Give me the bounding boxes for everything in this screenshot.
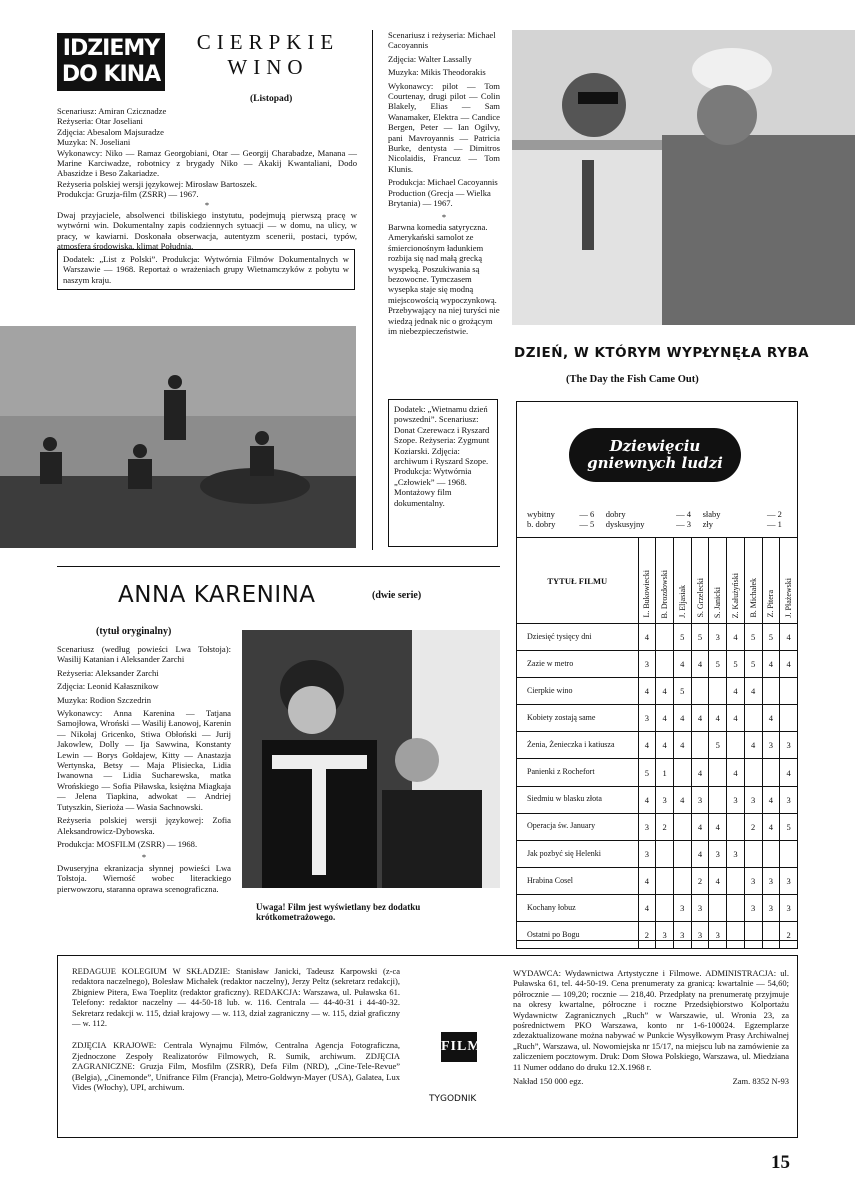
film-title-cell: Jak pozbyć się Helenki: [517, 840, 639, 867]
score-cell: 3: [709, 624, 727, 651]
score-cell: 4: [673, 651, 691, 678]
editorial-board: REDAGUJE KOLEGIUM W SKŁADZIE: Stanisław Janicki, Tadeusz Karpowski (z-ca redaktora naczelnego), Bolesław Michałek (redaktor naczelny), Jerzy Peltz (sekretarz redakcji), Zbigniew Pitera, Ewa Toeplitz (redaktor graficzny). REDAKCJA: Warszawa, ul. Puławska 61. Telefony: redaktor naczelny — 44-50-18 lub. w. 116. Centrala — 44-40-31 i 44-40-32. Sekretarz redakcji w. 115, dział krajowy — w. 113, dział zagraniczny — w. 115, dział graficzny — w. 112.: [72, 966, 400, 1029]
film-logo: FILM: [441, 1032, 477, 1062]
score-cell: 4: [638, 894, 656, 921]
credit-line: Zdjęcia: Walter Lassally: [388, 53, 472, 64]
score-cell: 4: [762, 705, 780, 732]
score-cell: 3: [638, 651, 656, 678]
score-cell: [744, 759, 762, 786]
score-cell: 4: [656, 705, 674, 732]
score-cell: [709, 894, 727, 921]
legend-label: dyskusyjny: [605, 518, 645, 529]
logo-line2: DO KINA: [61, 62, 161, 87]
fish-photo: [512, 30, 855, 325]
critic-header: B. Drozdowski: [656, 538, 674, 624]
score-cell: 4: [762, 651, 780, 678]
score-cell: 5: [709, 651, 727, 678]
score-cell: 4: [780, 651, 798, 678]
score-cell: 3: [762, 732, 780, 759]
score-cell: [709, 678, 727, 705]
publisher-text: WYDAWCA: Wydawnictwa Artystyczne i Filmowe. ADMINISTRACJA: ul. Puławska 61, tel. 44-50-19. Cena prenumeraty za granicą: kwartalnie — 54,60; półrocznie — 109,20; rocznie — 218,40. Przedpłaty na prenumeratę przyjmuje na okresy kwartalne, półroczne i roczne Przedsiębiorstwo Kolportażu Wydawnictw Zagranicznych „Ruch” w Warszawie, ul. Wronia 23, za pośrednictwem PKO Warszawa, konto nr 1-6-100024. Egzemplarze zdezaktualizowane można nabywać w Punkcie Wysyłkowym Prasy Archiwalnej „Ruch”, Warszawa, ul. Nowomiejska nr 15/17, na miejscu lub na zamówienie za zaliczeniem pocztowym. Druk: Dom Słowa Polskiego, Warszawa, ul. Miedziana 11 Numer oddano do druku 12.X.1968 r.: [513, 968, 789, 1072]
banner-line1: Dziewięciu: [609, 437, 701, 455]
score-cell: 4: [762, 786, 780, 813]
credit-line: Produkcja: MOSFILM (ZSRR) — 1968.: [57, 838, 198, 849]
score-cell: [727, 813, 745, 840]
ratings-row: [517, 894, 798, 921]
score-cell: 4: [673, 705, 691, 732]
score-cell: 4: [780, 759, 798, 786]
score-cell: 3: [638, 813, 656, 840]
cierpkie-addition-box: [57, 249, 355, 290]
cierpkie-description: Dwaj przyjaciele, absolwenci tbiliskiego instytutu, podejmują pierwszą pracę w wytwórni win. Dokumentalny zapis codziennych sytuacji — w domu, na ulicy, w pracy, w kawiarni. Doskonała obserwacja, autentyzm scenerii, postaci, typów, atmosfera środowiska, klimat Południa.: [57, 210, 357, 252]
score-cell: 5: [691, 624, 709, 651]
score-cell: 4: [691, 813, 709, 840]
score-cell: [762, 759, 780, 786]
score-cell: 3: [744, 786, 762, 813]
legend-value: — 2: [766, 509, 782, 519]
cierpkie-original-title: (Listopad): [250, 94, 293, 104]
score-cell: 3: [744, 867, 762, 894]
separator-star: *: [441, 211, 447, 222]
score-cell: [727, 732, 745, 759]
score-cell: [709, 759, 727, 786]
critic-header: Z. Pitera: [762, 538, 780, 624]
film-title-cell: Żenia, Żenieczka i katiusza: [517, 732, 639, 759]
score-cell: 3: [727, 786, 745, 813]
ratings-body: [517, 624, 798, 949]
score-cell: 4: [673, 786, 691, 813]
anna-description: Dwuseryjna ekranizacja słynnej powieści Lwa Tołstoja. Wierność wobec literackiego pierwowzoru, staranna oprawa scenograficzna.: [57, 862, 231, 894]
critic-header: S. Janicki: [709, 538, 727, 624]
credit-line: Wykonawcy: Niko — Ramaz Georgobiani, Otar — Georgij Charabadze, Manana — Marine Karciwadze, robotnicy z brygady Niko — Akakij Kwantaliani, Dodo Abaszidze i Beso Zakariadze.: [57, 147, 357, 179]
score-cell: 4: [727, 624, 745, 651]
score-cell: 3: [709, 840, 727, 867]
anna-photo-image: [242, 630, 500, 888]
credit-line: Zdjęcia: Abesalom Majsuradze: [57, 126, 164, 137]
score-cell: 4: [709, 705, 727, 732]
score-cell: 3: [744, 894, 762, 921]
ratings-row: [517, 732, 798, 759]
film-title-cell: Panienki z Rochefort: [517, 759, 639, 786]
credit-line: Zdjęcia: Leonid Kałasznikow: [57, 681, 159, 692]
legend-value: — 5: [579, 518, 595, 529]
score-cell: 3: [780, 894, 798, 921]
credit-line: Muzyka: Rodion Szczedrin: [57, 694, 152, 705]
cierpkie-credits: [57, 106, 357, 255]
critic-header: J. Eljasiak: [673, 538, 691, 624]
section-divider: [57, 566, 500, 567]
score-cell: [656, 651, 674, 678]
score-cell: 4: [709, 813, 727, 840]
score-cell: 3: [691, 786, 709, 813]
separator-star: *: [141, 852, 147, 863]
score-cell: 4: [691, 840, 709, 867]
critic-header: S. Grzelecki: [691, 538, 709, 624]
logo-line1: IDZIEMY: [62, 36, 160, 61]
anna-note: Uwaga! Film jest wyświetlany bez dodatku krótkometrażowego.: [256, 902, 421, 923]
ratings-row: [517, 867, 798, 894]
score-cell: 4: [638, 786, 656, 813]
score-cell: 4: [691, 759, 709, 786]
score-cell: [673, 759, 691, 786]
score-cell: [727, 894, 745, 921]
score-cell: 4: [727, 759, 745, 786]
anna-parts: (dwie serie): [372, 590, 422, 601]
title-line1: CIERPKIE: [196, 30, 340, 54]
page-number: 15: [771, 1152, 790, 1173]
score-cell: [709, 786, 727, 813]
score-cell: [656, 894, 674, 921]
credit-line: Reżyseria: Otar Joseliani: [57, 116, 143, 127]
credit-line: Reżyseria: Aleksander Zarchi: [57, 667, 159, 678]
ratings-row: [517, 678, 798, 705]
score-cell: 5: [709, 732, 727, 759]
score-cell: 2: [744, 813, 762, 840]
film-title-cell: Kochany łobuz: [517, 894, 639, 921]
score-cell: 3: [762, 894, 780, 921]
score-cell: 5: [673, 678, 691, 705]
fish-original-title: (The Day the Fish Came Out): [566, 374, 699, 385]
title-line2: WINO: [227, 55, 309, 79]
score-cell: 2: [656, 813, 674, 840]
legend-value: — 1: [766, 518, 782, 529]
critic-header: Z. Kałużyński: [727, 538, 745, 624]
score-cell: 4: [656, 732, 674, 759]
score-cell: [656, 840, 674, 867]
score-cell: 5: [744, 651, 762, 678]
film-title-cell: Cierpkie wino: [517, 678, 639, 705]
score-cell: 5: [762, 624, 780, 651]
score-cell: 3: [673, 922, 691, 949]
score-cell: [762, 922, 780, 949]
ratings-row: [517, 759, 798, 786]
anna-original-title: (tytuł oryginalny): [96, 626, 172, 637]
legend-label: wybitny: [527, 509, 555, 519]
score-cell: 2: [638, 922, 656, 949]
fish-photo-image: [512, 30, 855, 325]
editorial-info: [72, 966, 400, 1095]
score-cell: 5: [638, 759, 656, 786]
score-cell: [744, 705, 762, 732]
rowboat-photo-image: [0, 326, 356, 548]
credit-line: Reżyseria polskiej wersji językowej: Zofia Aleksandrowicz-Dybowska.: [57, 815, 231, 836]
ratings-row: [517, 651, 798, 678]
score-cell: [744, 840, 762, 867]
banner-line2: gniewnych ludzi: [587, 454, 723, 472]
score-cell: 4: [638, 867, 656, 894]
film-title-cell: Ostatni po Bogu: [517, 922, 639, 949]
ratings-row: [517, 813, 798, 840]
fish-addition: Dodatek: „Wietnamu dzień powszedni”. Scenariusz: Donat Czerewacz i Ryszard Szope. Reżyseria: Zygmunt Koziarski. Zdjęcia: archiwum i Ryszard Szope. Produkcja: Wytwórnia „Człowiek” — 1968. Montażowy film dokumentalny.: [394, 404, 490, 508]
credit-line: Muzyka: N. Joseliani: [57, 137, 131, 148]
photo-credits: ZDJĘCIA KRAJOWE: Centrala Wynajmu Filmów, Centralna Agencja Fotograficzna, Zjednoczone Zespoły Realizatorów Filmowych, R. Sumik, archiwum. ZDJĘCIA ZAGRANICZNE: Gruzja Film, Mosfilm (ZSRR), Defa Film (NRD), „Cine-Tele-Revue” (Belgia), „Cinemonde”, Unifrance Film (Francja), Metro-Goldwyn-Mayer (USA), Galatea, Lux Vides (Włochy), UPI, archiwum.: [72, 1040, 400, 1093]
legend-label: dobry: [605, 509, 626, 519]
separator-star: *: [204, 199, 210, 210]
critic-header: L. Bukowiecki: [638, 538, 656, 624]
cierpkie-addition: Dodatek: „List z Polski”. Produkcja: Wytwórnia Filmów Dokumentalnych w Warszawie — 1968. Reportaż o wrażeniach grupy Wietnamczyków z pobytu w naszym kraju.: [63, 254, 349, 285]
anna-credits: [57, 644, 231, 897]
film-title-cell: Hrabina Cosel: [517, 867, 639, 894]
legend-value: — 3: [676, 518, 692, 529]
score-cell: 2: [780, 922, 798, 949]
credit-line: Scenariusz i reżyseria: Michael Cacoyannis: [388, 30, 496, 51]
fish-credits: [388, 30, 500, 339]
score-cell: 4: [780, 624, 798, 651]
score-cell: 5: [744, 624, 762, 651]
rating-legend: [527, 510, 789, 529]
score-cell: [673, 840, 691, 867]
film-title-cell: Operacja św. January: [517, 813, 639, 840]
credit-line: Wykonawcy: pilot — Tom Courtenay, drugi pilot — Colin Blakely, Elias — Sam Wanamaker, Elektra — Candice Bergen, Peter — Ian Ogilvy, pani Mavroyannis — Patricia Burke, dentysta — Dimitros Nicolaidis, Francuz — Tom Klunis.: [388, 80, 500, 174]
score-cell: 3: [727, 840, 745, 867]
score-cell: 3: [638, 705, 656, 732]
score-cell: 3: [762, 867, 780, 894]
legend-label: zły: [702, 518, 713, 529]
score-cell: 5: [673, 624, 691, 651]
idziemy-do-kina-logo: [57, 33, 165, 91]
score-cell: [780, 840, 798, 867]
score-cell: 3: [780, 732, 798, 759]
score-cell: 4: [727, 705, 745, 732]
nine-angry-men-banner: [569, 428, 741, 482]
ratings-row: [517, 624, 798, 651]
masthead-box: [57, 955, 798, 1138]
credit-line: Muzyka: Mikis Theodorakis: [388, 67, 486, 78]
column-divider: [372, 30, 373, 550]
score-cell: [691, 678, 709, 705]
score-cell: [673, 867, 691, 894]
score-cell: [762, 840, 780, 867]
legend-label: słaby: [702, 509, 721, 519]
score-cell: 3: [780, 867, 798, 894]
film-title-cell: Kobiety zostają same: [517, 705, 639, 732]
critic-header: J. Płażewski: [780, 538, 798, 624]
fish-title: DZIEŃ, W KTÓRYM WYPŁYNĘŁA RYBA: [514, 345, 810, 361]
score-cell: [780, 678, 798, 705]
score-cell: [762, 678, 780, 705]
score-cell: 4: [744, 678, 762, 705]
score-cell: [656, 867, 674, 894]
score-cell: 4: [638, 624, 656, 651]
cierpkie-wino-title: [178, 30, 358, 80]
film-title-cell: Zazie w metro: [517, 651, 639, 678]
publisher-info: [513, 968, 789, 1086]
score-cell: 4: [638, 732, 656, 759]
score-cell: 4: [691, 705, 709, 732]
score-cell: 4: [673, 732, 691, 759]
ratings-row: [517, 840, 798, 867]
score-cell: 4: [744, 732, 762, 759]
score-cell: 4: [727, 678, 745, 705]
score-cell: 1: [656, 759, 674, 786]
fish-description: Barwna komedia satyryczna. Amerykański samolot ze śmiercionośnym ładunkiem rozbija się nad małą grecką wyspeką. Poszukiwania są bezowocne. Tymczasem wysepka staje się modną miejscowością wypoczynkową. Przebywający na niej turyści nie wiedzą jednak nic o grożącym im niebezpieczeństwie.: [388, 221, 500, 336]
legend-value: — 6: [579, 509, 595, 519]
score-cell: 4: [762, 813, 780, 840]
score-cell: 4: [691, 651, 709, 678]
ratings-row: [517, 786, 798, 813]
legend-label: b. dobry: [527, 518, 556, 529]
ratings-row: [517, 922, 798, 949]
score-cell: [656, 624, 674, 651]
order-number: Zam. 8352 N-93: [732, 1076, 789, 1087]
ratings-panel: [516, 401, 798, 941]
film-title-header: TYTUŁ FILMU: [517, 538, 639, 624]
score-cell: 3: [656, 922, 674, 949]
ratings-table: [516, 537, 798, 949]
credit-line: Scenariusz: Amiran Czicznadze: [57, 106, 167, 116]
score-cell: 5: [780, 813, 798, 840]
anna-karenina-title: ANNA KARENINA: [118, 582, 316, 608]
score-cell: [727, 867, 745, 894]
credit-line: Wykonawcy: Anna Karenina — Tatjana Samojłowa, Wroński — Wasilij Łanowoj, Karenin — Nikołaj Gricenko, Stiwa Obłoński — Jurij Jakowlew, Dolly — Ija Sawwina, Konstanty Lewin — Borys Gołdajew, Kitty — Anastazja Wertynska, Betsy — Maja Plisiecka, Lidia Iwanowna — Lidia Sucharewska, matka Wrońskiego — Sofia Piławska, księżna Miagkaja — Jelena Tiapkina, adwokat — Andriej Tutyszkin, Sierioża — Wasia Sachnowski.: [57, 708, 231, 812]
tygodnik-label: TYGODNIK: [429, 1094, 477, 1104]
ratings-header-row: [517, 538, 798, 624]
cierpkie-wino-photo: [0, 326, 356, 548]
credit-line: Scenariusz (według powieści Lwa Tołstoja): Wasilij Katanian i Aleksander Zarchi: [57, 644, 231, 665]
fish-addition-box: [388, 399, 498, 547]
film-title-cell: Dziesięć tysięcy dni: [517, 624, 639, 651]
credit-line: Produkcja: Michael Cacoyannis Production (Grecja — Wielka Brytania) — 1967.: [388, 177, 498, 209]
score-cell: [727, 922, 745, 949]
score-cell: 3: [673, 894, 691, 921]
legend-value: — 4: [676, 509, 692, 519]
credit-line: Reżyseria polskiej wersji językowej: Mirosław Bartoszek.: [57, 178, 257, 189]
circulation: Nakład 150 000 egz.: [513, 1076, 584, 1087]
anna-karenina-photo: [242, 630, 500, 888]
score-cell: 3: [709, 922, 727, 949]
score-cell: [780, 705, 798, 732]
score-cell: 4: [656, 678, 674, 705]
ratings-row: [517, 705, 798, 732]
score-cell: 3: [638, 840, 656, 867]
score-cell: 3: [691, 894, 709, 921]
critic-header: B. Michałek: [744, 538, 762, 624]
film-title-cell: Siedmiu w blasku złota: [517, 786, 639, 813]
score-cell: 4: [638, 678, 656, 705]
score-cell: 5: [727, 651, 745, 678]
score-cell: 4: [709, 867, 727, 894]
score-cell: 2: [691, 867, 709, 894]
score-cell: 3: [691, 922, 709, 949]
credit-line: Produkcja: Gruzja-film (ZSRR) — 1967.: [57, 189, 199, 200]
score-cell: 3: [780, 786, 798, 813]
score-cell: [673, 813, 691, 840]
score-cell: [744, 922, 762, 949]
score-cell: 3: [656, 786, 674, 813]
score-cell: [691, 732, 709, 759]
